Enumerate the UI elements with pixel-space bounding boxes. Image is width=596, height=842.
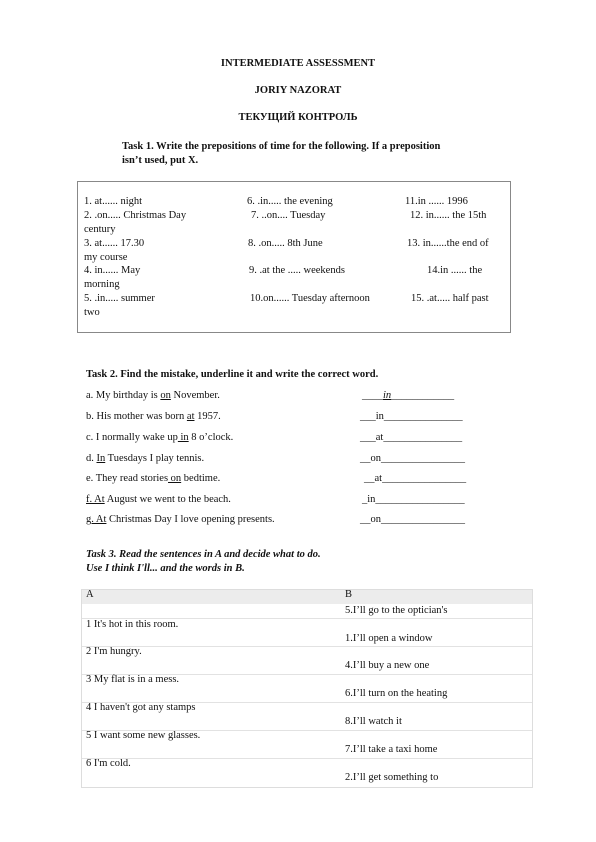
task1-item: 11.in ...... 1996 bbox=[405, 196, 468, 207]
task1-item: 9. .at the ..... weekends bbox=[249, 265, 345, 276]
task3-b-item: 5.I’ll go to the optician's bbox=[345, 605, 448, 616]
document-title: INTERMEDIATE ASSESSMENT bbox=[220, 58, 376, 69]
task2-sentence: f. At August we went to the beach. bbox=[86, 494, 231, 505]
task3-a-item: 1 It's hot in this room. bbox=[86, 619, 179, 630]
task3-a-item: 6 I'm cold. bbox=[86, 758, 131, 769]
task2-sentence: e. They read stories on bedtime. bbox=[86, 473, 221, 484]
task1-item: century bbox=[84, 224, 116, 235]
task2-sentence: a. My birthday is on November. bbox=[86, 390, 220, 401]
mistake-word: f. At bbox=[86, 494, 105, 505]
mistake-word: in bbox=[177, 432, 189, 443]
task2-sentence: d. In Tuesdays I play tennis. bbox=[86, 453, 205, 464]
task1-item: two bbox=[84, 307, 100, 318]
task2-answer[interactable]: _in_________________ bbox=[362, 494, 465, 505]
task2-answer[interactable]: ___at_______________ bbox=[360, 432, 463, 443]
task2-answer[interactable]: __on________________ bbox=[360, 514, 465, 525]
task3-a-item: 3 My flat is in a mess. bbox=[86, 674, 180, 685]
divider bbox=[82, 646, 532, 647]
task2-answer[interactable]: __on________________ bbox=[360, 453, 465, 464]
answer-word: in bbox=[375, 411, 384, 422]
answer-word: on bbox=[370, 453, 381, 464]
column-a-header: A bbox=[86, 589, 94, 600]
task3-b-item: 8.I’ll watch it bbox=[345, 716, 402, 727]
task2-answer[interactable]: ____in____________ bbox=[362, 390, 455, 401]
answer-word: on bbox=[370, 514, 381, 525]
task1-item: my course bbox=[84, 252, 128, 263]
answer-word: in bbox=[367, 494, 376, 505]
task1-instruction-cont: isn’t used, put X. bbox=[122, 155, 199, 166]
task1-item: 4. in...... May bbox=[84, 265, 141, 276]
divider bbox=[82, 758, 532, 759]
task1-instruction: Task 1. Write the prepositions of time for the following. If a preposition bbox=[122, 141, 441, 152]
document-subtitle-russian: ТЕКУЩИЙ КОНТРОЛЬ bbox=[238, 112, 358, 123]
task2-sentence: b. His mother was born at 1957. bbox=[86, 411, 221, 422]
task3-table-header bbox=[82, 590, 532, 604]
task1-item: 3. at...... 17.30 bbox=[84, 238, 145, 249]
task3-a-item: 5 I want some new glasses. bbox=[86, 730, 201, 741]
mistake-word: at bbox=[186, 411, 195, 422]
task1-item: 8. .on..... 8th June bbox=[248, 238, 323, 249]
mistake-word: on bbox=[160, 390, 171, 401]
task3-b-item: 7.I’ll take a taxi home bbox=[345, 744, 438, 755]
task2-answer[interactable]: __at________________ bbox=[364, 473, 467, 484]
task3-b-item: 4.I’ll buy a new one bbox=[345, 660, 430, 671]
task1-item: morning bbox=[84, 279, 120, 290]
task3-b-item: 1.I’ll open a window bbox=[345, 633, 433, 644]
task3-instruction-cont: Use I think I'll... and the words in B. bbox=[86, 563, 245, 574]
task1-item: 12. in...... the 15th bbox=[410, 210, 487, 221]
task3-instruction: Task 3. Read the sentences in A and decide what to do. bbox=[86, 549, 321, 560]
task1-item: 13. in......the end of bbox=[407, 238, 489, 249]
task1-item: 6. .in..... the evening bbox=[247, 196, 333, 207]
task1-item: 10.on...... Tuesday afternoon bbox=[250, 293, 370, 304]
document-subtitle-uzbek: JORIY NAZORAT bbox=[254, 85, 342, 96]
task2-answer[interactable]: ___in_______________ bbox=[360, 411, 463, 422]
task1-item: 2. .on..... Christmas Day bbox=[84, 210, 187, 221]
mistake-word: In bbox=[96, 453, 106, 464]
task3-a-item: 2 I'm hungry. bbox=[86, 646, 142, 657]
task3-b-item: 2.I’ll get something to bbox=[345, 772, 439, 783]
mistake-word: on bbox=[168, 473, 182, 484]
task3-b-item: 6.I’ll turn on the heating bbox=[345, 688, 448, 699]
answer-word: at bbox=[375, 432, 384, 443]
task2-instruction: Task 2. Find the mistake, underline it and write the correct word. bbox=[86, 369, 379, 380]
task2-sentence: c. I normally wake up in 8 o’clock. bbox=[86, 432, 234, 443]
task3-a-item: 4 I haven't got any stamps bbox=[86, 702, 196, 713]
task1-item: 5. .in..... summer bbox=[84, 293, 155, 304]
task1-item: 7. ..on.... Tuesday bbox=[251, 210, 326, 221]
task1-item: 15. .at..... half past bbox=[411, 293, 489, 304]
task2-sentence: g. At Christmas Day I love opening presents. bbox=[86, 514, 275, 525]
column-b-header: B bbox=[345, 589, 353, 600]
mistake-word: g. At bbox=[86, 514, 107, 525]
task1-item: 1. at...... night bbox=[84, 196, 143, 207]
answer-word: at bbox=[374, 473, 383, 484]
answer-word: in bbox=[383, 390, 392, 401]
task1-item: 14.in ...... the bbox=[427, 265, 483, 276]
